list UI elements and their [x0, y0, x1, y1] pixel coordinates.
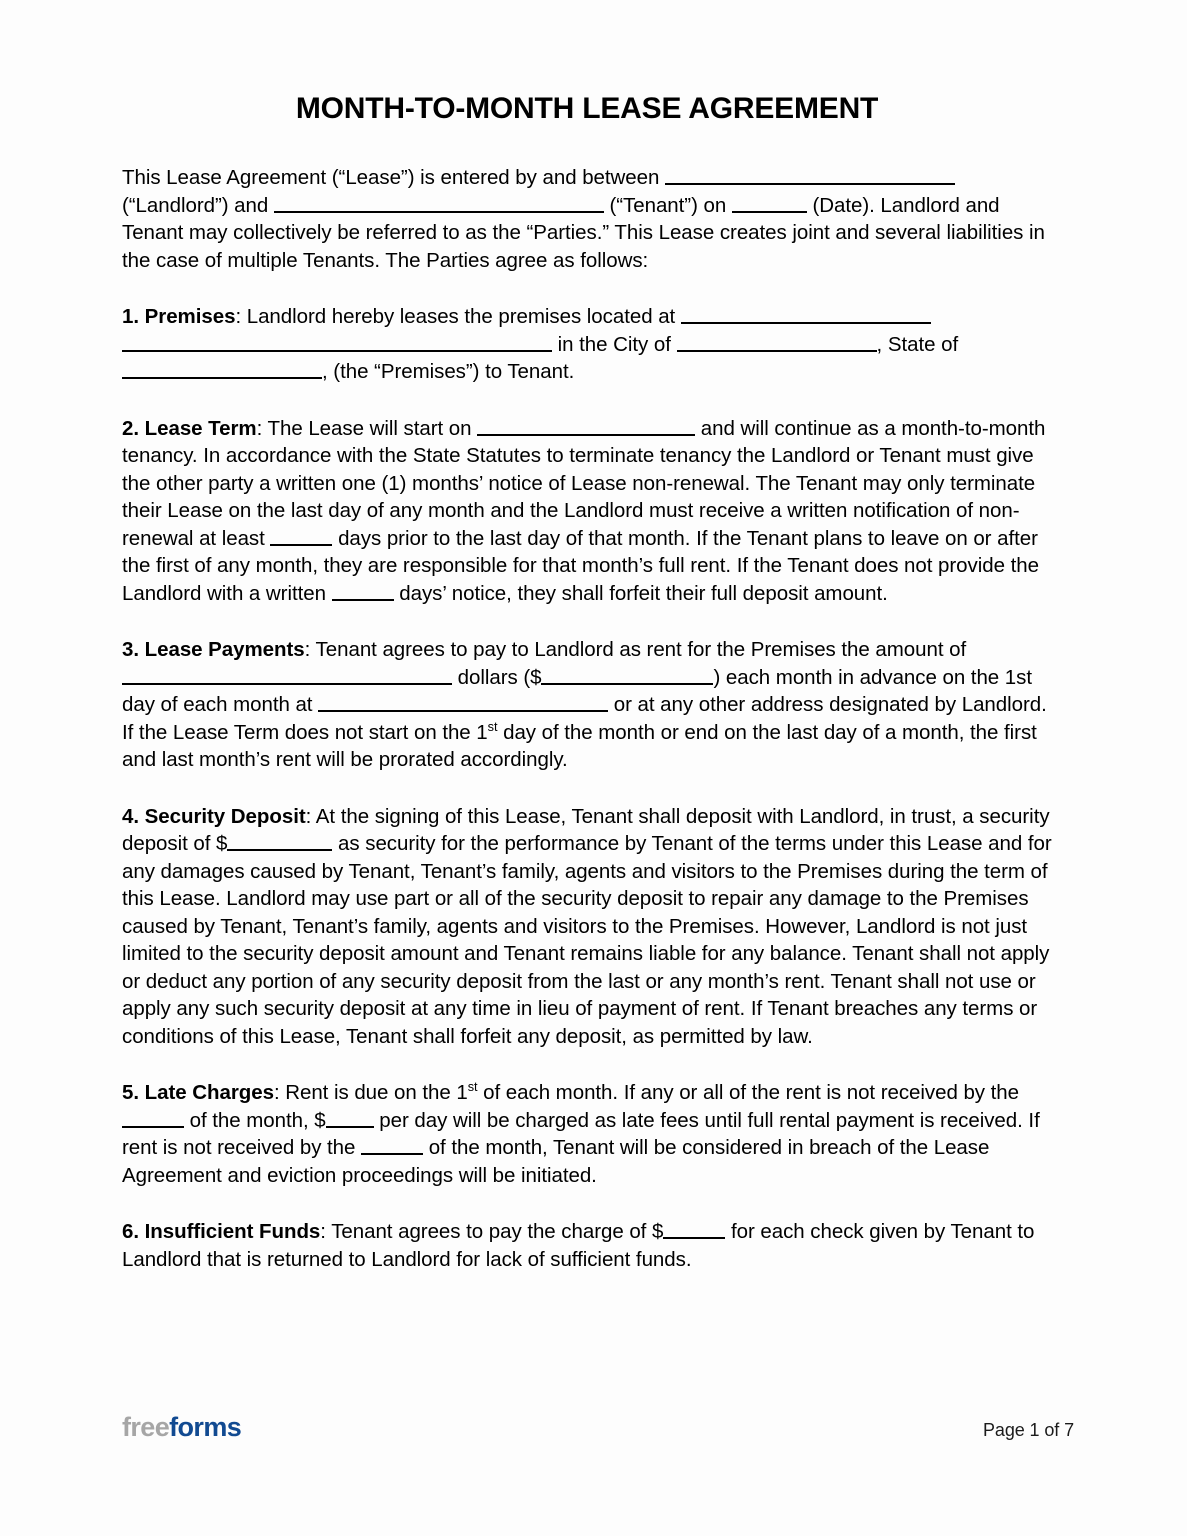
intro-text-1: This Lease Agreement (“Lease”) is entered by and between [122, 166, 665, 189]
blank-premises-state[interactable] [122, 358, 322, 379]
blank-tenant-name[interactable] [274, 192, 604, 213]
section-2-text-4: days’ notice, they shall forfeit their full deposit amount. [393, 581, 888, 605]
page-number-label: Page 1 of 7 [983, 1420, 1074, 1440]
blank-security-deposit-amount[interactable] [227, 830, 332, 851]
section-4-heading: Security Deposit [144, 804, 306, 828]
blank-lease-start-date[interactable] [477, 415, 695, 436]
section-1-heading: Premises [144, 305, 236, 328]
freeforms-logo [122, 1408, 241, 1441]
section-4-text-1: : At the signing of this Lease, Tenant shall deposit with Landlord, in trust, a security deposit of $ [122, 804, 1050, 855]
blank-landlord-name[interactable] [665, 164, 955, 185]
blank-notice-days-2[interactable] [332, 580, 394, 601]
section-6-number: 6. [122, 1220, 139, 1243]
intro-text-4: (Date). Landlord and Tenant may collectively be referred to as the “Parties.” This Lease creates joint and several liabilities in the case of multiple Tenants. The Parties agree as follows: [122, 193, 1045, 272]
section-3-text-2: dollars ($ [452, 665, 542, 689]
section-3-text-1: : Tenant agrees to pay to Landlord as rent for the Premises the amount of [304, 638, 967, 661]
section-6-heading: Insufficient Funds [144, 1220, 321, 1243]
intro-text-3: (“Tenant”) on [603, 193, 732, 217]
blank-late-fee-per-day[interactable] [326, 1107, 374, 1128]
blank-nsf-charge[interactable] [663, 1218, 725, 1239]
logo-text-forms: forms [169, 1412, 242, 1442]
section-1-premises [122, 303, 1052, 386]
section-5-text-5: of the month, Tenant will be considered in breach of the Lease Agreement and eviction proceedings will be initiated. [122, 1136, 990, 1187]
section-4-text-2: as security for the performance by Tenant of the terms under this Lease and for any damages caused by Tenant, Tenant’s family, agents and visitors to the Premises during the term of this Lease. Landlord may use part or all of the security deposit to repair any damage to the Premises caused by Tenant, Tenant’s family, agents and visitors to the Premises. However, Landlord is not just limited to the security deposit amount and Tenant remains liable for any balance. Tenant shall not apply or deduct any portion of any security deposit from the last or any month’s rent. Tenant shall not use or apply any such security deposit at any time in lieu of payment of rent. If Tenant breaches any terms or conditions of this Lease, Tenant shall forfeit any deposit, as permitted by law. [122, 832, 1052, 1048]
section-5-text-4: per day will be charged as late fees until full rental payment is received. If rent is not received by the [122, 1108, 1040, 1159]
section-3-text-3: ) each month in advance on the 1st day of each month at [122, 665, 1033, 716]
section-1-text-3: in the City of [552, 332, 677, 356]
section-5-late-charges [122, 1079, 1052, 1189]
section-3-heading: Lease Payments [144, 638, 305, 661]
section-2-text-1: : The Lease will start on [256, 416, 478, 440]
blank-late-day-1[interactable] [122, 1107, 184, 1128]
intro-text-2: (“Landlord”) and [122, 193, 274, 217]
section-3-number: 3. [122, 638, 139, 661]
page-title: MONTH-TO-MONTH LEASE AGREEMENT [295, 92, 879, 125]
section-1-text-5: , (the “Premises”) to Tenant. [322, 360, 575, 383]
blank-premises-address-2[interactable] [122, 331, 552, 352]
section-2-text-2: and will continue as a month-to-month tenancy. In accordance with the State Statutes to terminate tenancy the Landlord or Tenant must give the other party a written one (1) months’ notice of Lease non-renewal. The Tenant may only terminate their Lease on the last day of any month and the Landlord must receive a written notification of non-renewal at least [122, 416, 1046, 550]
blank-rent-amount-numeric[interactable] [541, 664, 713, 685]
paragraph-intro [122, 164, 1052, 274]
section-5-ordinal-suffix: st [467, 1079, 478, 1095]
section-2-text-3: days prior to the last day of that month. If the Tenant plans to leave on or after the first of any month, they are responsible for that month’s full rent. If the Tenant does not provide the Landlord with a written [122, 526, 1039, 605]
blank-late-day-2[interactable] [361, 1134, 423, 1155]
blank-notice-days-1[interactable] [270, 525, 332, 546]
section-6-text-1: : Tenant agrees to pay the charge of $ [320, 1220, 664, 1243]
blank-rent-amount-words[interactable] [122, 664, 452, 685]
logo-text-free: free [122, 1412, 170, 1442]
blank-premises-city[interactable] [677, 331, 877, 352]
section-2-heading: Lease Term [144, 416, 257, 440]
section-1-number: 1. [122, 305, 139, 328]
document-body [122, 0, 1052, 1273]
section-5-number: 5. [122, 1081, 139, 1104]
blank-payment-address[interactable] [318, 691, 608, 712]
section-3-ordinal-suffix: st [487, 718, 498, 734]
section-1-text-4: , State of [876, 332, 959, 356]
section-2-lease-term [122, 415, 1052, 608]
section-4-security-deposit [122, 803, 1052, 1051]
section-3-lease-payments [122, 636, 1052, 774]
section-5-text-2: of each month. If any or all of the rent is not received by the [477, 1081, 1019, 1104]
blank-date[interactable] [732, 192, 807, 213]
section-2-number: 2. [122, 416, 139, 440]
section-5-text-1: : Rent is due on the 1 [273, 1081, 468, 1104]
section-6-insufficient-funds [122, 1218, 1052, 1273]
section-1-text-1: : Landlord hereby leases the premises located at [235, 305, 681, 328]
blank-premises-address-1[interactable] [681, 303, 931, 324]
section-3-text-4: or at any other address designated by Landlord. If the Lease Term does not start on the 1 [122, 693, 1047, 744]
section-3-text-5: day of the month or end on the last day of a month, the first and last month’s rent will be prorated accordingly. [122, 720, 1037, 771]
section-4-number: 4. [122, 804, 139, 828]
section-5-text-3: of the month, $ [184, 1108, 326, 1132]
section-6-text-2: for each check given by Tenant to Landlord that is returned to Landlord for lack of sufficient funds. [122, 1220, 1035, 1271]
page-footer [122, 1408, 1074, 1468]
section-5-heading: Late Charges [144, 1081, 274, 1104]
